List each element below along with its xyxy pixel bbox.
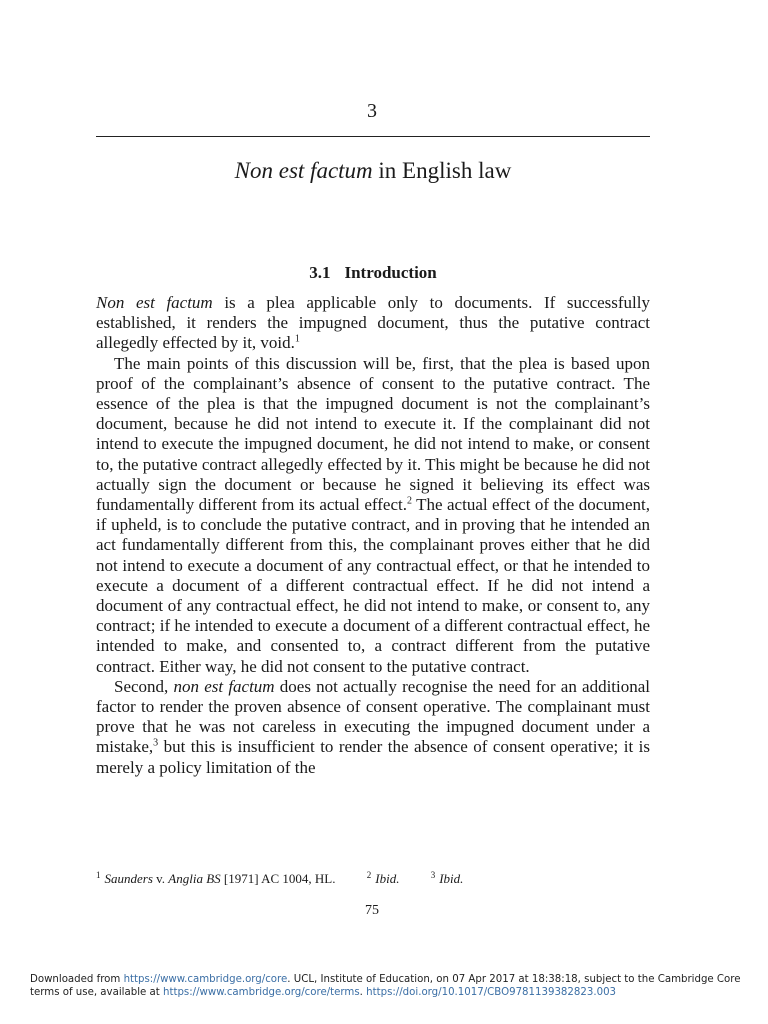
download-notice-separator: . [359,987,367,998]
footnote-case-name: Anglia BS [168,871,221,886]
section-heading [96,263,650,283]
paragraph-3 [96,677,650,778]
footnote-number: 1 [96,869,101,880]
chapter-title [96,158,650,184]
paragraph-3-lead-italic: non est factum [173,676,275,696]
section-number: 3.1 [309,263,331,282]
paragraph-1-text: is a plea applicable only to documents. If successfully established, it renders the impugned document, thus the putative contract allegedly effected by it, void. [96,293,651,353]
footnote-number: 3 [430,869,436,880]
paragraph-2-text-b: The actual effect of the document, if upheld, is to conclude the putative contract, and in proving that he intended an act fundamentally different from this, the complainant proves either that he did not intend to execute a document of any contractual effect, or that he intended to execute a document of a different contractual effect. If he did not intend a document of any contractual effect, he did not intend to make, or consent to, any contract; if he intended to execute a document of a different contractual effect, he intended to make, and consented to, a contract different from the putative contract. Either way, he did not consent to the putative contract. [96,495,650,676]
paragraph-3-lead: Second, [114,676,174,696]
chapter-number: 3 [367,100,377,122]
chapter-title-rest: in English law [372,158,512,183]
footnote-ref-2: 2 [406,495,412,507]
footnote-text: [1971] AC 1004, HL. [220,871,336,886]
paragraph-3-text-b: but this is insufficient to render the absence of consent operative; it is merely a policy limitation of the [96,737,650,777]
chapter-title-italic: Non est factum [234,158,373,183]
header-rule [96,136,650,137]
footnote-text: v. [152,871,169,886]
footnote-text: Ibid. [439,871,464,886]
footnote-text: Ibid. [375,871,400,886]
paragraph-1-lead: Non est factum [96,293,213,312]
section-title: Introduction [344,263,437,282]
footnote-ref-1: 1 [294,333,300,345]
page-number: 75 [365,903,379,918]
paragraph-2 [96,354,650,677]
footnote-number: 2 [366,869,372,880]
paragraph-2-text-a: The main points of this discussion will be, first, that the plea is based upon proof of the complainant’s absence of consent to the putative contract. The essence of the plea is that the impugned document is not the complainant’s document, because he did not intend to execute it. If the complainant did not intend to execute the impugned document, he did not intend to make, or consent to, the putative contract allegedly effected by it. This might be because he did not actually sign the document or because he signed it believing its effect was fundamentally different from its actual effect. [96,353,650,515]
paragraph-1 [96,293,650,354]
footnote-2 [367,871,400,886]
download-notice-prefix: Downloaded from [30,974,124,985]
body-text [96,293,650,778]
doi-link[interactable]: https://doi.org/10.1017/CBO9781139382823.003 [366,987,617,998]
cambridge-core-link[interactable]: https://www.cambridge.org/core [123,974,288,985]
download-notice [30,973,750,999]
paragraph-3-text-a: does not actually recognise the need for an additional factor to render the proven absence of consent operative. The complainant must prove that he was not careless in executing the impugned document under a mistake, [96,676,651,757]
footnote-1 [96,871,336,886]
terms-link[interactable]: https://www.cambridge.org/core/terms [163,987,360,998]
footnotes [96,871,650,887]
footnote-3 [431,871,464,886]
footnote-ref-3: 3 [153,737,159,749]
download-notice-text: . UCL, Institute of Education, on 07 Apr 2017 at 18:38:18, subject to the Cambridge Core terms of use, available at [30,974,741,998]
footnote-case-name: Saunders [104,871,153,886]
